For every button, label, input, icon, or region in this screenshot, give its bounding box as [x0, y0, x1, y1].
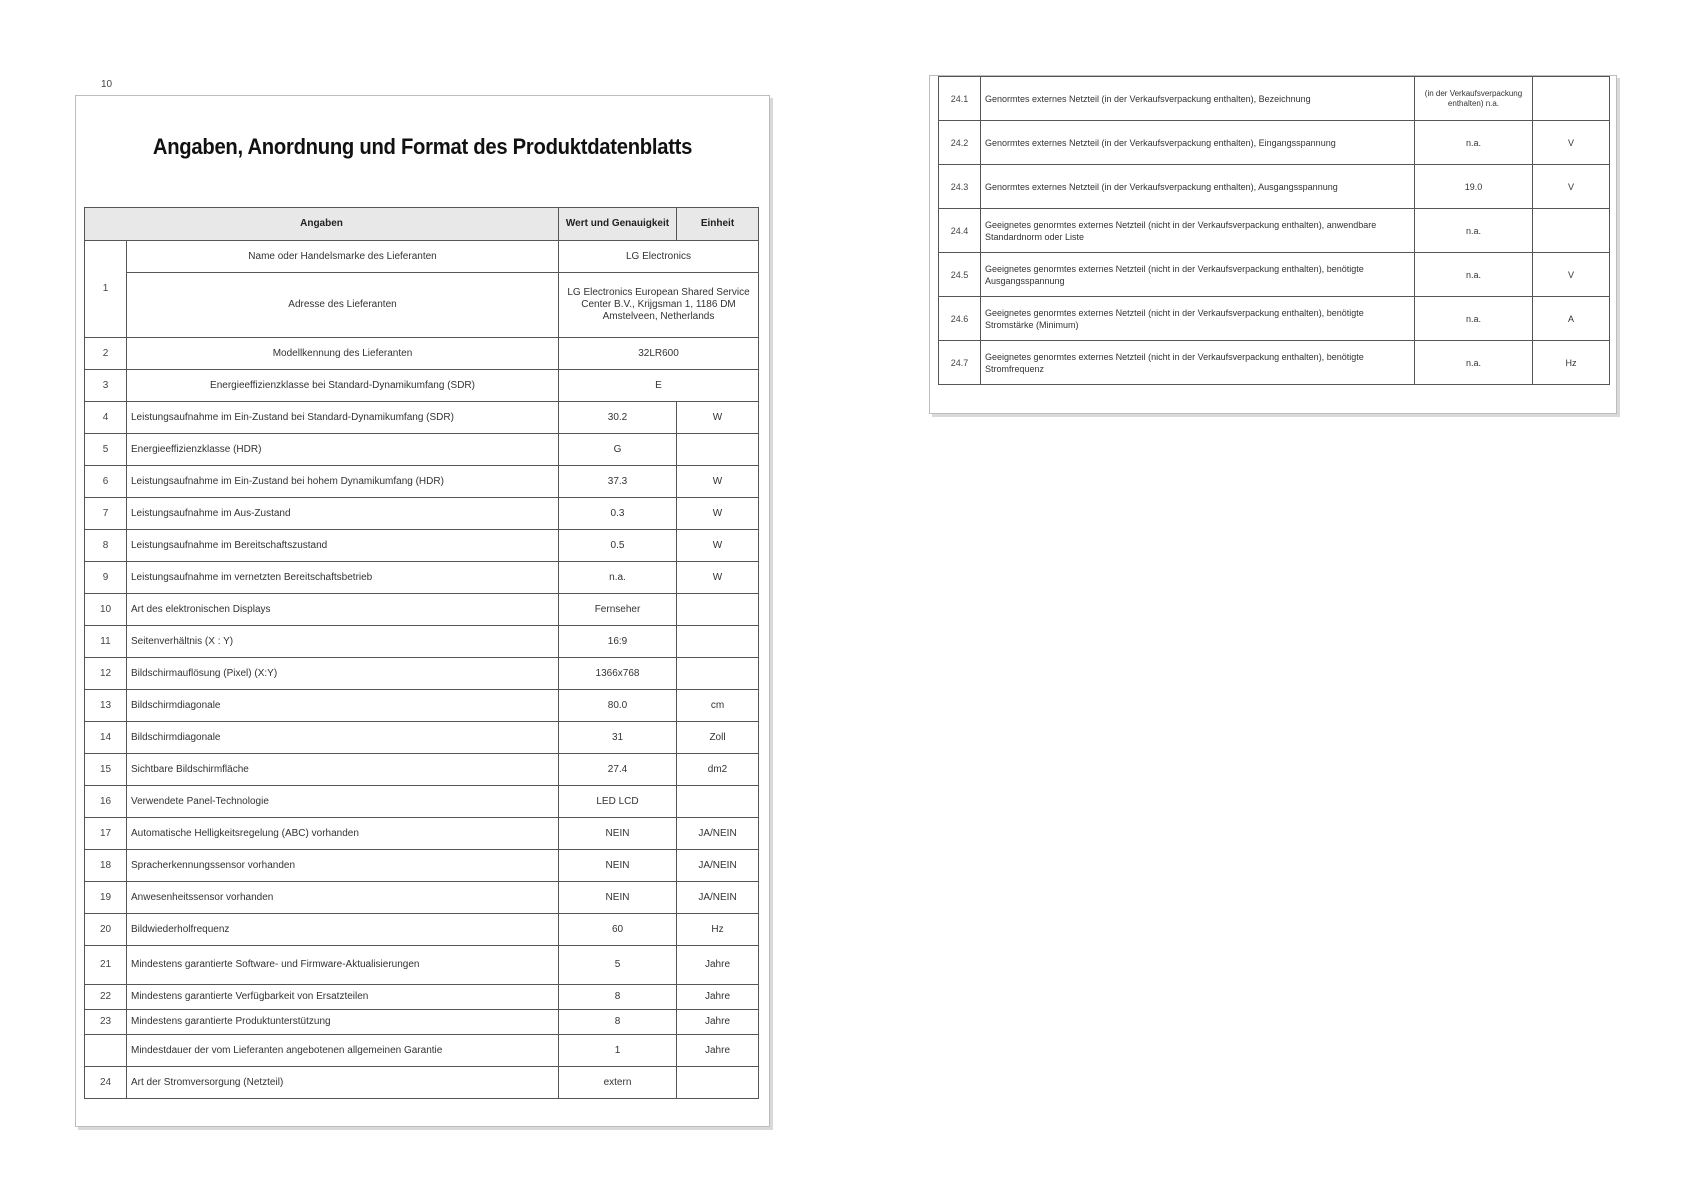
table-row	[85, 1067, 759, 1099]
row-unit: Hz	[1533, 341, 1610, 385]
row-value: 60	[559, 914, 677, 946]
row-number: 10	[85, 594, 127, 626]
product-data-table	[84, 207, 759, 1099]
row-label: Modellkennung des Lieferanten	[127, 338, 559, 370]
row-value: 16:9	[559, 626, 677, 658]
table-row	[85, 850, 759, 882]
row-label: Name oder Handelsmarke des Lieferanten	[127, 241, 559, 273]
row-unit: A	[1533, 297, 1610, 341]
row-unit	[1533, 209, 1610, 253]
table-row	[939, 253, 1610, 297]
row-number: 18	[85, 850, 127, 882]
row-number: 22	[85, 985, 127, 1010]
row-unit: W	[677, 402, 759, 434]
row-unit: W	[677, 530, 759, 562]
table-row	[939, 209, 1610, 253]
table-row	[85, 754, 759, 786]
row-value: n.a.	[1415, 253, 1533, 297]
row-number: 24.4	[939, 209, 981, 253]
row-unit	[677, 1067, 759, 1099]
row-number: 19	[85, 882, 127, 914]
table-row	[939, 121, 1610, 165]
row-number: 16	[85, 786, 127, 818]
row-unit: JA/NEIN	[677, 850, 759, 882]
header-einheit: Einheit	[677, 208, 759, 241]
row-value: n.a.	[1415, 209, 1533, 253]
row-unit: Jahre	[677, 1035, 759, 1067]
row-number: 24.6	[939, 297, 981, 341]
row-label: Art des elektronischen Displays	[127, 594, 559, 626]
row-label: Leistungsaufnahme im Aus-Zustand	[127, 498, 559, 530]
table-header-row	[85, 208, 759, 241]
row-unit: cm	[677, 690, 759, 722]
row-value: LG Electronics	[559, 241, 759, 273]
row-value: 5	[559, 946, 677, 985]
row-number: 20	[85, 914, 127, 946]
row-label: Sichtbare Bildschirmfläche	[127, 754, 559, 786]
datasheet-page-right	[929, 75, 1617, 414]
row-label: Genormtes externes Netzteil (in der Verkaufsverpackung enthalten), Eingangsspannung	[981, 121, 1415, 165]
row-unit: V	[1533, 253, 1610, 297]
table-row	[939, 165, 1610, 209]
row-value: 80.0	[559, 690, 677, 722]
row-value: (in der Verkaufsverpackung enthalten) n.a.	[1415, 77, 1533, 121]
row-number: 9	[85, 562, 127, 594]
row-unit: JA/NEIN	[677, 882, 759, 914]
row-label: Geeignetes genormtes externes Netzteil (nicht in der Verkaufsverpackung enthalten), benötigte Stromstärke (Minimum)	[981, 297, 1415, 341]
row-number: 1	[85, 241, 127, 338]
row-number: 17	[85, 818, 127, 850]
row-unit: W	[677, 466, 759, 498]
row-value: LG Electronics European Shared Service Center B.V., Krijgsman 1, 1186 DM Amstelveen, Netherlands	[559, 273, 759, 338]
table-row	[85, 562, 759, 594]
row-value: n.a.	[1415, 121, 1533, 165]
row-value: 30.2	[559, 402, 677, 434]
row-number: 14	[85, 722, 127, 754]
row-unit	[677, 786, 759, 818]
row-number: 4	[85, 402, 127, 434]
power-supply-table	[938, 76, 1610, 385]
row-label: Genormtes externes Netzteil (in der Verkaufsverpackung enthalten), Ausgangsspannung	[981, 165, 1415, 209]
row-value: E	[559, 370, 759, 402]
table-row	[85, 882, 759, 914]
row-value: 31	[559, 722, 677, 754]
row-value: 27.4	[559, 754, 677, 786]
row-value: 37.3	[559, 466, 677, 498]
table-row	[85, 722, 759, 754]
row-label: Genormtes externes Netzteil (in der Verkaufsverpackung enthalten), Bezeichnung	[981, 77, 1415, 121]
row-number: 15	[85, 754, 127, 786]
row-label: Mindestdauer der vom Lieferanten angebotenen allgemeinen Garantie	[127, 1035, 559, 1067]
table-row	[85, 402, 759, 434]
row-label: Verwendete Panel-Technologie	[127, 786, 559, 818]
row-number: 7	[85, 498, 127, 530]
table-row	[85, 241, 759, 273]
row-number: 13	[85, 690, 127, 722]
row-number: 2	[85, 338, 127, 370]
row-value: extern	[559, 1067, 677, 1099]
table-row	[939, 297, 1610, 341]
row-label: Seitenverhältnis (X : Y)	[127, 626, 559, 658]
row-value: 1	[559, 1035, 677, 1067]
row-value: 1366x768	[559, 658, 677, 690]
row-number: 24	[85, 1067, 127, 1099]
table-row	[85, 1035, 759, 1067]
table-row	[85, 370, 759, 402]
row-label: Leistungsaufnahme im Bereitschaftszustand	[127, 530, 559, 562]
table-row	[85, 626, 759, 658]
table-row	[85, 914, 759, 946]
row-number: 24.2	[939, 121, 981, 165]
row-number: 24.1	[939, 77, 981, 121]
row-unit	[677, 434, 759, 466]
page-number: 10	[101, 79, 113, 90]
row-label: Bildschirmdiagonale	[127, 722, 559, 754]
row-unit: Jahre	[677, 946, 759, 985]
table-row	[939, 77, 1610, 121]
row-value: NEIN	[559, 882, 677, 914]
row-number: 6	[85, 466, 127, 498]
header-angaben: Angaben	[85, 208, 559, 241]
row-label: Anwesenheitssensor vorhanden	[127, 882, 559, 914]
row-number: 24.3	[939, 165, 981, 209]
row-value: 19.0	[1415, 165, 1533, 209]
table-row	[85, 786, 759, 818]
row-label: Leistungsaufnahme im vernetzten Bereitschaftsbetrieb	[127, 562, 559, 594]
row-number: 24.7	[939, 341, 981, 385]
row-unit: JA/NEIN	[677, 818, 759, 850]
row-value: n.a.	[1415, 341, 1533, 385]
row-value: 8	[559, 1010, 677, 1035]
row-unit: Jahre	[677, 985, 759, 1010]
table-row	[85, 818, 759, 850]
row-number: 21	[85, 946, 127, 985]
row-unit: Jahre	[677, 1010, 759, 1035]
table-row	[939, 341, 1610, 385]
table-row	[85, 658, 759, 690]
row-label: Mindestens garantierte Produktunterstützung	[127, 1010, 559, 1035]
row-label: Geeignetes genormtes externes Netzteil (nicht in der Verkaufsverpackung enthalten), anwendbare Standardnorm oder Liste	[981, 209, 1415, 253]
header-wert: Wert und Genauigkeit	[559, 208, 677, 241]
row-unit: Zoll	[677, 722, 759, 754]
table-row	[85, 273, 759, 338]
row-unit: W	[677, 562, 759, 594]
row-label: Art der Stromversorgung (Netzteil)	[127, 1067, 559, 1099]
table-row	[85, 466, 759, 498]
row-unit	[1533, 77, 1610, 121]
row-unit	[677, 626, 759, 658]
row-value: G	[559, 434, 677, 466]
table-row	[85, 946, 759, 985]
datasheet-page-left	[75, 95, 770, 1127]
table-row	[85, 530, 759, 562]
row-value: 8	[559, 985, 677, 1010]
table-row	[85, 594, 759, 626]
row-label: Energieeffizienzklasse (HDR)	[127, 434, 559, 466]
row-value: NEIN	[559, 850, 677, 882]
row-label: Energieeffizienzklasse bei Standard-Dynamikumfang (SDR)	[127, 370, 559, 402]
row-label: Bildwiederholfrequenz	[127, 914, 559, 946]
row-label: Mindestens garantierte Verfügbarkeit von Ersatzteilen	[127, 985, 559, 1010]
table-row	[85, 690, 759, 722]
row-label: Mindestens garantierte Software- und Firmware-Aktualisierungen	[127, 946, 559, 985]
row-unit	[677, 594, 759, 626]
row-label: Automatische Helligkeitsregelung (ABC) vorhanden	[127, 818, 559, 850]
document-title: Angaben, Anordnung und Format des Produktdatenblatts	[152, 134, 693, 159]
table-row	[85, 1010, 759, 1035]
row-value: 0.3	[559, 498, 677, 530]
table-row	[85, 434, 759, 466]
row-unit: V	[1533, 121, 1610, 165]
row-value: 0.5	[559, 530, 677, 562]
row-number: 24.5	[939, 253, 981, 297]
row-number	[85, 1035, 127, 1067]
row-number: 23	[85, 1010, 127, 1035]
row-unit: V	[1533, 165, 1610, 209]
table-row	[85, 498, 759, 530]
row-value: LED LCD	[559, 786, 677, 818]
table-row	[85, 985, 759, 1010]
row-label: Bildschirmdiagonale	[127, 690, 559, 722]
row-unit	[677, 658, 759, 690]
row-number: 12	[85, 658, 127, 690]
row-value: Fernseher	[559, 594, 677, 626]
row-unit: Hz	[677, 914, 759, 946]
row-value: 32LR600	[559, 338, 759, 370]
row-number: 5	[85, 434, 127, 466]
row-value: n.a.	[559, 562, 677, 594]
row-label: Geeignetes genormtes externes Netzteil (nicht in der Verkaufsverpackung enthalten), benötigte Stromfrequenz	[981, 341, 1415, 385]
row-value: NEIN	[559, 818, 677, 850]
row-label: Spracherkennungssensor vorhanden	[127, 850, 559, 882]
row-label: Bildschirmauflösung (Pixel) (X:Y)	[127, 658, 559, 690]
row-unit: W	[677, 498, 759, 530]
table-row	[85, 338, 759, 370]
row-number: 3	[85, 370, 127, 402]
row-number: 11	[85, 626, 127, 658]
row-label: Adresse des Lieferanten	[127, 273, 559, 338]
row-label: Leistungsaufnahme im Ein-Zustand bei Standard-Dynamikumfang (SDR)	[127, 402, 559, 434]
row-label: Leistungsaufnahme im Ein-Zustand bei hohem Dynamikumfang (HDR)	[127, 466, 559, 498]
row-value: n.a.	[1415, 297, 1533, 341]
row-number: 8	[85, 530, 127, 562]
row-label: Geeignetes genormtes externes Netzteil (nicht in der Verkaufsverpackung enthalten), benötigte Ausgangsspannung	[981, 253, 1415, 297]
row-unit: dm2	[677, 754, 759, 786]
